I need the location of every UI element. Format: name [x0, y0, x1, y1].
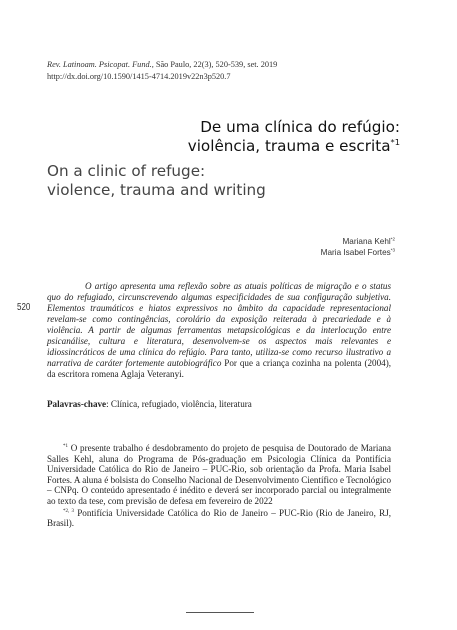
journal-volume: , São Paulo, 22(3), 520-539, set. 2019: [151, 60, 278, 69]
footnote-1-mark: *1: [63, 443, 68, 449]
author-name: [195, 247, 395, 258]
page-number: 520: [17, 302, 31, 313]
abstract-book-rest: (2004), da escritora romena Aglaja Veteranyi.: [47, 358, 391, 379]
author-1-name: Mariana Kehl: [342, 237, 391, 246]
footnote-2-mark: *2, 3: [63, 508, 74, 514]
title-pt-line-2: [80, 137, 400, 156]
author-list: [195, 236, 395, 258]
author-name: [195, 236, 395, 247]
keywords-label: Palavras-chave: [47, 399, 107, 409]
title-en-line-1: On a clinic of refuge:: [47, 162, 206, 180]
footnote-2-text: Pontifícia Universidade Católica do Rio de Janeiro – PUC-Rio (Rio de Janeiro, RJ, Brasil).: [47, 507, 392, 529]
journal-header: [47, 59, 347, 83]
keywords: [47, 399, 391, 410]
footnote-2: [47, 508, 391, 529]
author-2-name: Maria Isabel Fortes: [320, 248, 391, 257]
abstract-book-title: Por que a criança cozinha na polenta: [224, 358, 362, 368]
title-en-line-2: violence, trauma and writing: [47, 181, 266, 199]
footnote-1-text: O presente trabalho é desdobramento do projeto de pesquisa de Doutorado de Mariana Salles Kehl, aluna do Programa de Pós-graduação em Psicologia Clínica da Pontifícia Universidade Católica do Rio de Janeiro – PUC-Rio, sob orientação da Profa. Maria Isabel Fortes. A aluna é bolsista do Conselho Nacional de Desenvolvimento Científico e Tecnológico – CNPq. O conteúdo apresentado é inédito e deverá ser incorporado parcial ou integralmente ao texto da tese, com previsão de defesa em fevereiro de 2022: [47, 443, 391, 506]
footer-divider: [186, 612, 254, 613]
title-portuguese: [80, 118, 400, 156]
author-2-mark[interactable]: *3: [390, 247, 395, 253]
doi-link[interactable]: http://dx.doi.org/10.1590/1415-4714.2019v22n3p520.7: [47, 72, 231, 81]
journal-citation: [47, 59, 347, 71]
abstract-text: O artigo apresenta uma reflexão sobre as atuais políticas de migração e o status quo do refugiado, circunscrevendo algumas especificidades de sua configuração subjetiva. Elementos traumáticos e hiatos expressivos no âmbito da capacidade representacional revelam-se como contingências, corolário da exposição reiterada à precariedade e à violência. A partir de algumas ferramentas metapsicológicas e da interlocução entre psicanálise, cultura e literatura, desenvolvem-se os aspectos mais relevantes e idiossincráticos de uma clínica do refúgio. Para tanto, utiliza-se como recurso ilustrativo a narrativa de caráter fortemente autobiográfico: [47, 281, 391, 368]
title-pt-line-1: De uma clínica do refúgio:: [200, 118, 400, 136]
title-english: [47, 162, 397, 200]
journal-name: Rev. Latinoam. Psicopat. Fund.: [47, 60, 152, 69]
abstract: [47, 281, 391, 380]
title-footnote-mark[interactable]: *1: [390, 136, 400, 147]
title-pt-line-2-text: violência, trauma e escrita: [187, 137, 391, 155]
keywords-text: : Clínica, refugiado, violência, literatura: [106, 399, 252, 409]
author-1-mark[interactable]: *2: [390, 236, 395, 242]
footnotes: [47, 443, 391, 530]
footnote-1: [47, 443, 391, 507]
